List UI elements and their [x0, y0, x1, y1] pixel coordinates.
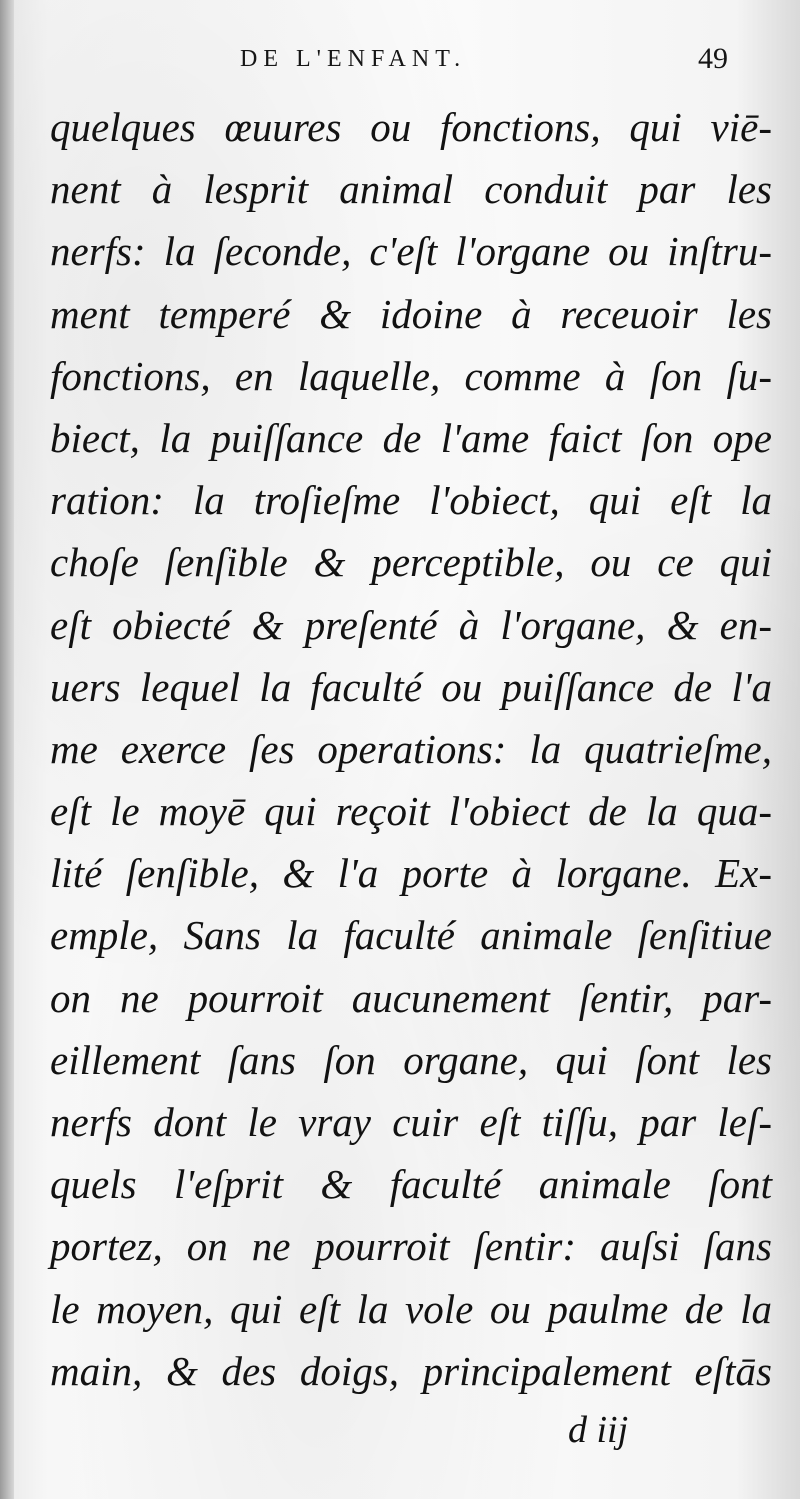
body-text	[50, 96, 772, 1402]
text-line: nerfs dont le vray cuir eſt tiſſu, par leſ-	[50, 1099, 772, 1145]
running-head: DE L'ENFANT.	[240, 46, 467, 72]
text-line: eillement ſans ſon organe, qui ſont les	[50, 1036, 772, 1083]
page-header	[0, 42, 800, 86]
text-line: quelques œuures ou fonctions, qui viē-	[50, 104, 772, 150]
text-line: nerfs: la ſeconde, c'eſt l'organe ou inſtru-	[50, 228, 772, 275]
text-line: eſt obiecté & preſenté à l'organe, & en-	[50, 601, 772, 648]
text-line: quels l'eſprit & faculté animale ſont	[50, 1161, 772, 1208]
text-line: biect, la puiſſance de l'ame faict ſon ope	[50, 414, 772, 461]
text-line: lité ſenſible, & l'a porte à lorgane. Ex-	[50, 850, 772, 897]
text-line: uers lequel la faculté ou puiſſance de l'a	[50, 663, 772, 710]
text-line: ment temperé & idoine à receuoir les	[50, 290, 772, 337]
text-line: emple, Sans la faculté animale ſenſitiue	[50, 912, 772, 959]
page-number: 49	[698, 42, 728, 75]
page-left-edge-shadow	[0, 0, 14, 1499]
text-line: fonctions, en laquelle, comme à ſon ſu-	[50, 352, 772, 399]
text-line: nent à lesprit animal conduit par les	[50, 166, 772, 213]
text-line: eſt le moyē qui reçoit l'obiect de la qua-	[50, 788, 772, 835]
catchword-signature: d iij	[568, 1409, 629, 1451]
text-line: main, & des doigs, principalement eſtās	[50, 1347, 772, 1394]
text-line: le moyen, qui eſt la vole ou paulme de la	[50, 1285, 772, 1332]
text-line: me exerce ſes operations: la quatrieſme,	[50, 725, 772, 772]
text-line: portez, on ne pourroit ſentir: auſsi ſans	[50, 1223, 772, 1270]
text-line: ration: la troſieſme l'obiect, qui eſt la	[50, 477, 772, 524]
text-line: on ne pourroit aucunement ſentir, par-	[50, 974, 772, 1021]
text-line: choſe ſenſible & perceptible, ou ce qui	[50, 539, 772, 586]
